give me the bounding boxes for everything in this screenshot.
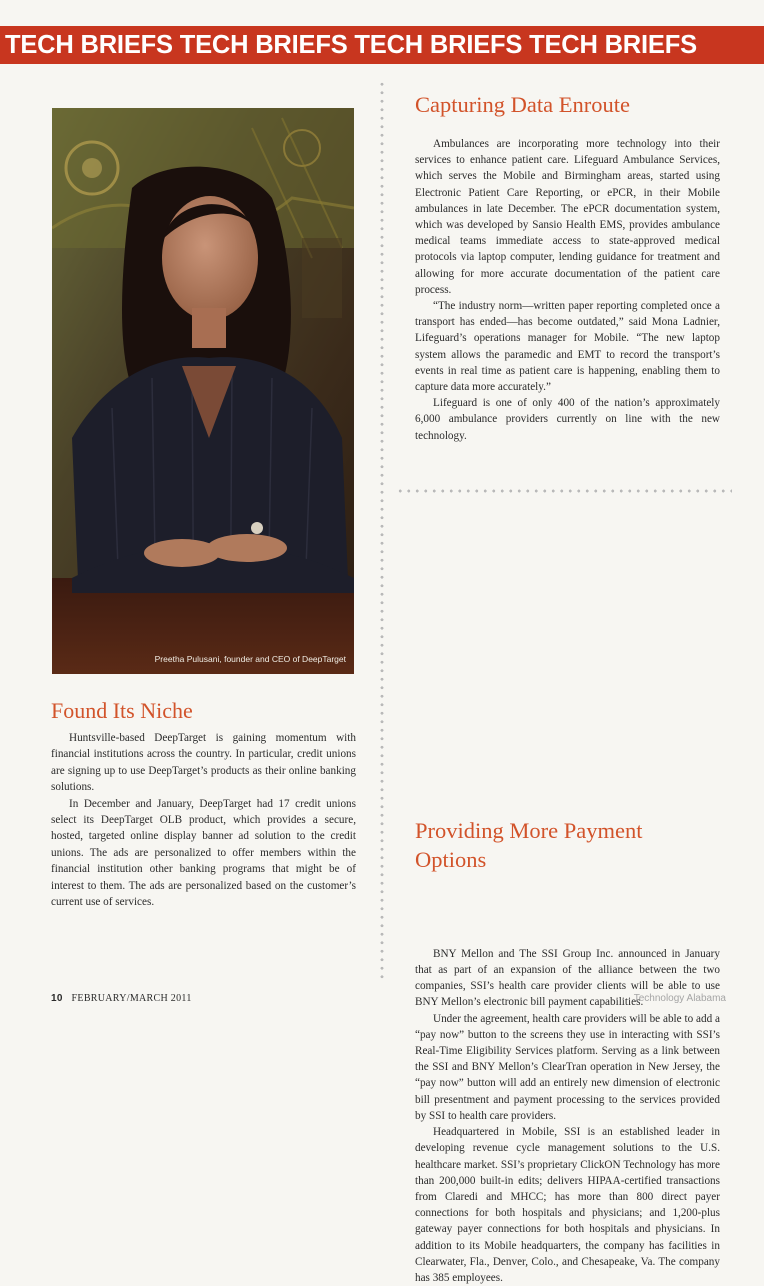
top-article-title: Capturing Data Enroute [415,92,630,117]
photo-caption: Preetha Pulusani, founder and CEO of DeepTarget [154,654,346,664]
left-article-body [51,730,356,910]
page-number: 10 [51,993,63,1004]
paragraph: “The industry norm—written paper reporting completed once a transport has ended—has become outdated,” said Mona Ladnier, Lifeguard’s operations manager for Mobile. “The new laptop system allows the paramedic and EMT to record the transport’s events in real time as patient care is happening, enabling them to capture data more accurately.” [415,300,720,394]
page-folio [51,993,192,1004]
paragraph: Under the agreement, health care providers will be able to add a “pay now” button to the screens they use in interacting with SSI’s Real-Time Eligibility Services platform. Serving as a link between the SSI and BNY Mellon’s ClearTran operation in New Jersey, the “pay now” button will add an entirely new dimension of electronic bill presentment and payment processing to the services provided by SSI to health care providers. [415,1012,720,1122]
top-article-body [415,136,720,444]
bottom-article-body [415,946,720,1286]
paragraph: BNY Mellon and The SSI Group Inc. announced in January that as part of an expansion of the alliance between the two companies, SSI’s health care provider clients will be able to use BNY Mellon’s electronic bill payment capabilities. [415,947,720,1009]
paragraph: Ambulances are incorporating more technology into their services to enhance patient care. Lifeguard Ambulance Services, which serves the Mobile and Birmingham areas, started using Electronic Patient Care Reporting, or ePCR, in their Mobile ambulances in late December. The ePCR documentation system, which was developed by Sansio Health EMS, provides ambulance medical teams immediate access to state-approved medical protocols via laptop computer, lending guidance for treatment and allowing for more accurate documentation of the patient care process. [415,138,720,296]
portrait-photo [52,108,354,674]
column-divider-vertical [380,80,384,980]
column-divider-horizontal [396,488,732,494]
issue-date: FEBRUARY/MARCH 2011 [71,993,192,1004]
paragraph: Headquartered in Mobile, SSI is an established leader in developing revenue cycle management solutions to the U.S. healthcare market. SSI’s proprietary ClickON Technology has more than 200,000 built-in edits; delivers HIPAA-certified transactions from Claredi and MHCC; has more than 800 direct payer connections for both hospitals and physicians; and 1,200-plus gateway payer connections for both hospitals and physicians. In addition to its Mobile headquarters, the company has facilities in Clearwater, Fla., Denver, Colo., and Chesapeake, Va. The company has 385 employees. [415,1126,720,1284]
portrait-illustration [52,108,354,674]
paragraph: Lifeguard is one of only 400 of the nation’s approximately 6,000 ambulance providers currently on line with the new technology. [415,397,720,442]
section-banner [0,26,764,64]
bottom-article-title: Providing More Payment Options [415,817,643,872]
banner-text: TECH BRIEFS TECH BRIEFS TECH BRIEFS TECH BRIEFS [5,31,697,59]
paragraph: Huntsville-based DeepTarget is gaining momentum with financial institutions across the country. In particular, credit unions are signing up to use DeepTarget’s products as their online banking solutions. [51,732,356,794]
left-article-title: Found Its Niche [51,698,193,723]
paragraph: In December and January, DeepTarget had 17 credit unions select its DeepTarget OLB product, which provides a secure, hosted, targeted online display banner ad solution to the credit unions. The ads are personalized to offer members within the financial institution other banking programs that might be of interest to them. The ads are personalized based on the customer’s current use of services. [51,797,356,909]
magazine-name: Technology Alabama [633,993,726,1004]
